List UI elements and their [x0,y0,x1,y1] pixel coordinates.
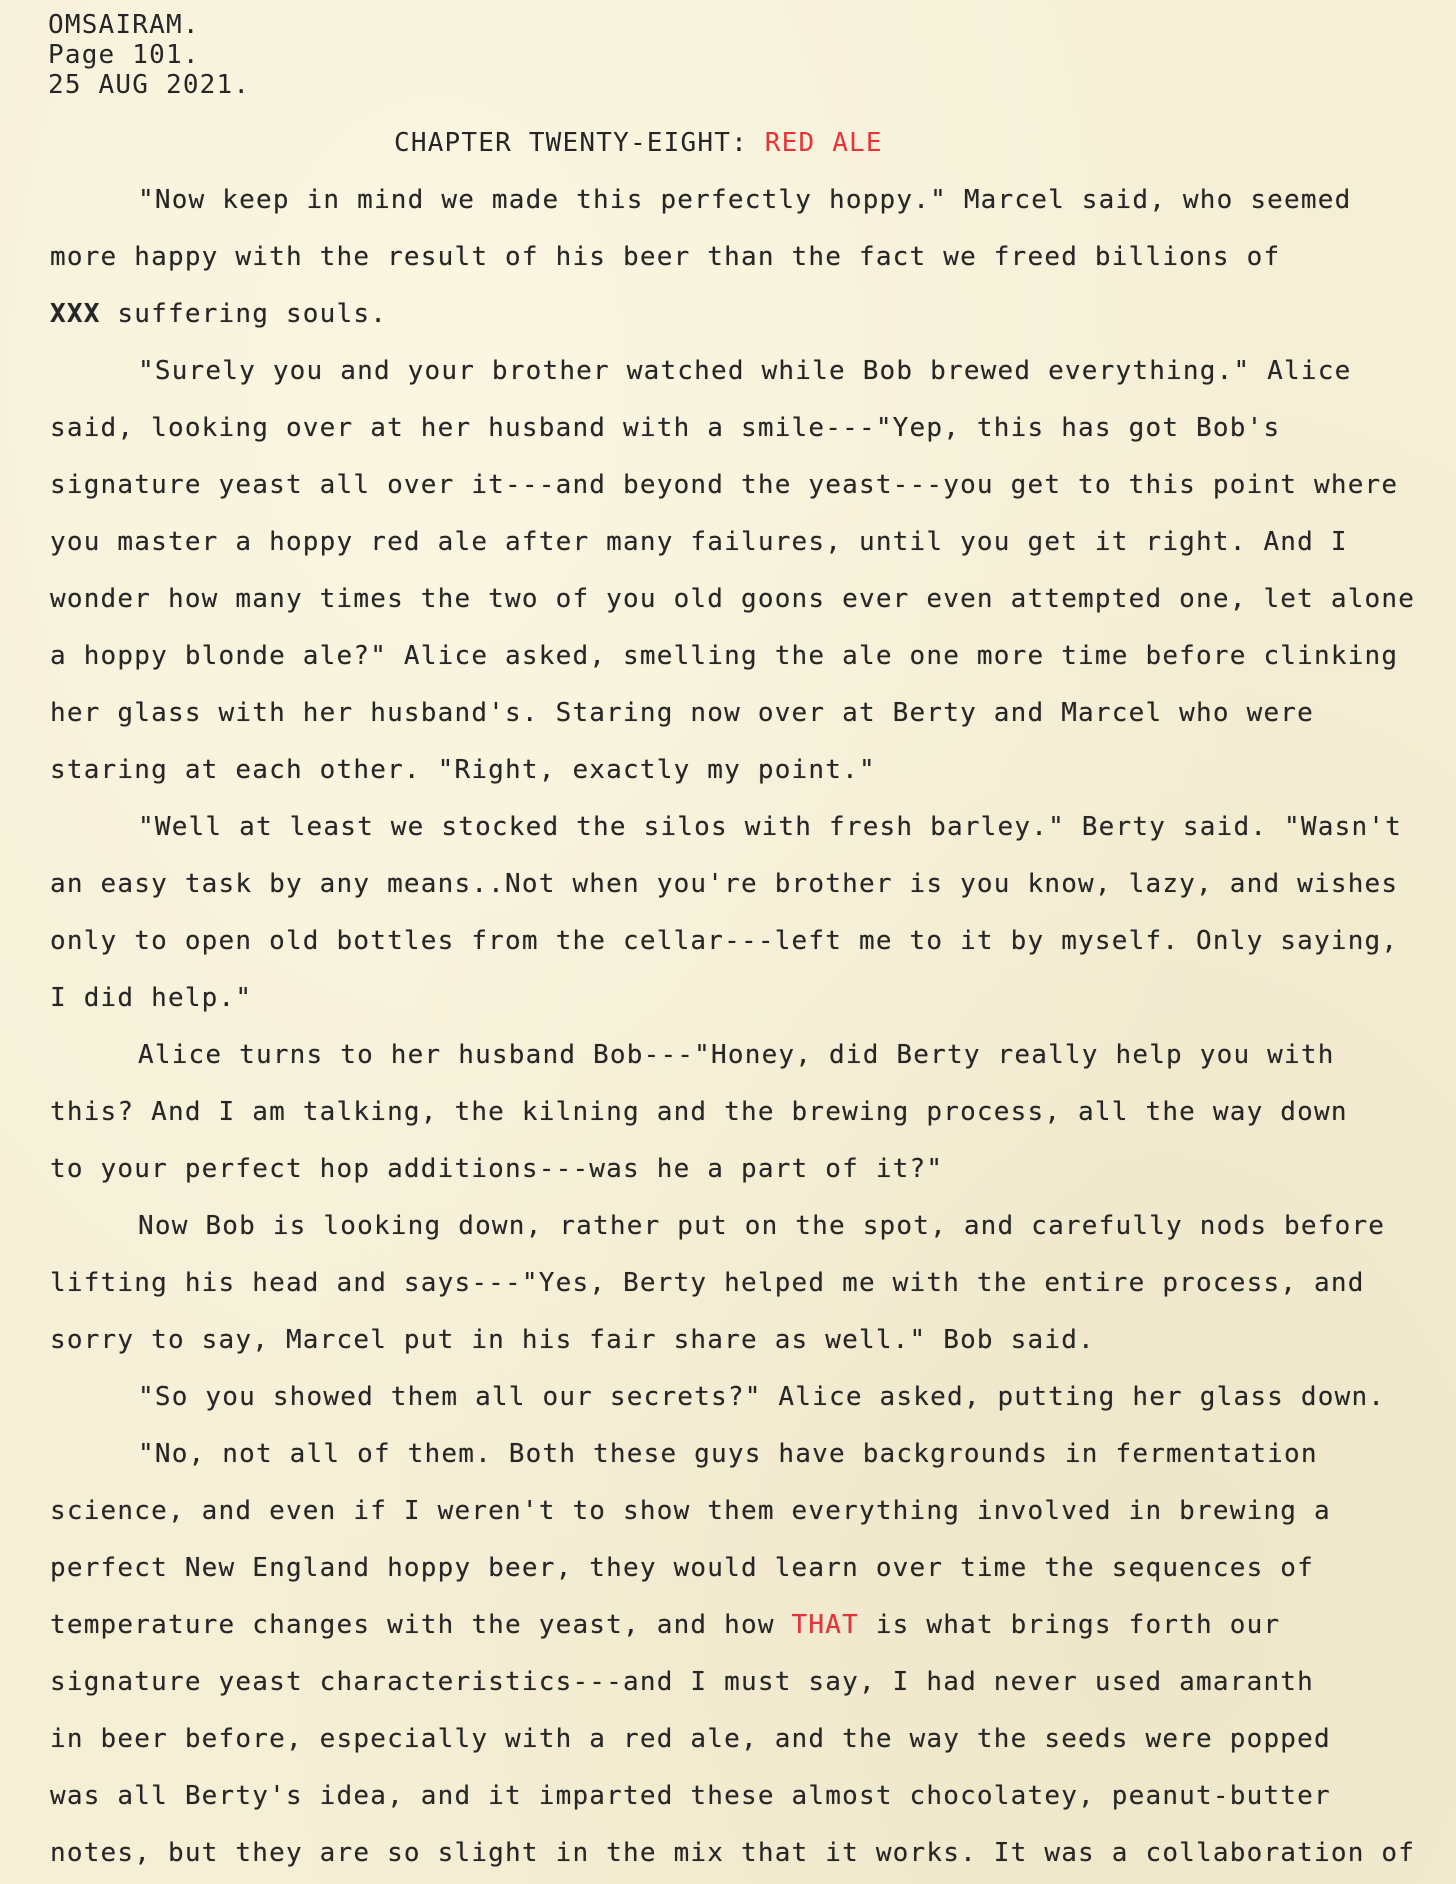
text-line [50,742,1440,799]
text-line [50,913,1440,970]
text-line [50,514,1440,571]
text-line-content: sorry to say, Marcel put in his fair share as well." Bob said. [50,1325,1095,1355]
text-line-content: notes, but they are so slight in the mix that it works. It was a collaboration of [50,1838,1416,1868]
text-line [50,172,1440,229]
text-line [50,1597,1440,1654]
text-line [50,229,1440,286]
text-line-content: "Now keep in mind we made this perfectly hoppy." Marcel said, who seemed [138,185,1352,215]
text-line-content: said, looking over at her husband with a smile---"Yep, this has got Bob's [50,413,1281,443]
text-line [50,1483,1440,1540]
text-line-content: "Well at least we stocked the silos with fresh barley." Berty said. "Wasn't [138,812,1402,842]
text-line-content: in beer before, especially with a red ale, and the way the seeds were popped [50,1724,1331,1754]
header-line-omsairam: OMSAIRAM. [48,10,200,40]
text-line-content: a hoppy blonde ale?" Alice asked, smelling the ale one more time before clinking [50,641,1399,671]
text-line [50,685,1440,742]
text-line [50,457,1440,514]
text-line-content: only to open old bottles from the cellar---left me to it by myself. Only saying, [50,926,1399,956]
text-line-content: signature yeast characteristics---and I must say, I had never used amaranth [50,1667,1314,1697]
text-line-content: staring at each other. "Right, exactly my point." [50,755,876,785]
header-line-date: 25 AUG 2021. [48,70,251,100]
text-line-content: perfect New England hoppy beer, they would learn over time the sequences of [50,1553,1314,1583]
text-line [50,1654,1440,1711]
text-line [50,1825,1440,1882]
text-line-content: to your perfect hop additions---was he a part of it?" [50,1154,944,1184]
text-line [50,1084,1440,1141]
text-line-content: Now Bob is looking down, rather put on the spot, and carefully nods before [138,1211,1386,1241]
chapter-title-prefix: CHAPTER TWENTY-EIGHT: [394,128,765,158]
text-line-content: "So you showed them all our secrets?" Alice asked, putting her glass down. [138,1382,1386,1412]
text-line [50,1768,1440,1825]
text-line-content: "No, not all of them. Both these guys have backgrounds in fermentation [138,1439,1318,1469]
text-line [50,1027,1440,1084]
text-line [50,400,1440,457]
text-line [50,628,1440,685]
chapter-title [394,128,883,158]
text-line-content: her glass with her husband's. Staring now over at Berty and Marcel who were [50,698,1314,728]
body-text [50,172,1440,1882]
text-line [50,571,1440,628]
text-line-content: suffering souls. [117,299,388,329]
text-line-content: was all Berty's idea, and it imparted these almost chocolatey, peanut-butter [50,1781,1331,1811]
text-line-content: this? And I am talking, the kilning and the brewing process, all the way down [50,1097,1348,1127]
text-line-content: you master a hoppy red ale after many failures, until you get it right. And I [50,527,1348,557]
text-line-content: temperature changes with the yeast, and how [50,1610,792,1640]
page-header [48,10,250,100]
text-line [50,970,1440,1027]
struck-out-text: XXX [50,299,118,329]
header-line-page-number: Page 101. [48,40,200,70]
text-line-content: lifting his head and says---"Yes, Berty helped me with the entire process, and [50,1268,1365,1298]
red-emphasis-text: THAT [791,1610,859,1640]
text-line [50,1255,1440,1312]
text-line [50,856,1440,913]
text-line [50,286,1440,343]
text-line-content-after: is what brings forth our [858,1610,1281,1640]
text-line-content: more happy with the result of his beer than the fact we freed billions of [50,242,1281,272]
text-line-content: I did help." [50,983,253,1013]
text-line [50,1369,1440,1426]
text-line-content: "Surely you and your brother watched while Bob brewed everything." Alice [138,356,1352,386]
text-line [50,1198,1440,1255]
text-line [50,1312,1440,1369]
text-line [50,343,1440,400]
text-line [50,1141,1440,1198]
text-line-content: an easy task by any means..Not when you're brother is you know, lazy, and wishes [50,869,1399,899]
text-line-content: wonder how many times the two of you old goons ever even attempted one, let alone [50,584,1416,614]
text-line-content: signature yeast all over it---and beyond the yeast---you get to this point where [50,470,1399,500]
chapter-title-red: RED ALE [764,128,883,158]
text-line-content: science, and even if I weren't to show them everything involved in brewing a [50,1496,1331,1526]
text-line [50,1426,1440,1483]
text-line [50,799,1440,856]
text-line-content: Alice turns to her husband Bob---"Honey, did Berty really help you with [138,1040,1335,1070]
text-line [50,1540,1440,1597]
text-line [50,1711,1440,1768]
